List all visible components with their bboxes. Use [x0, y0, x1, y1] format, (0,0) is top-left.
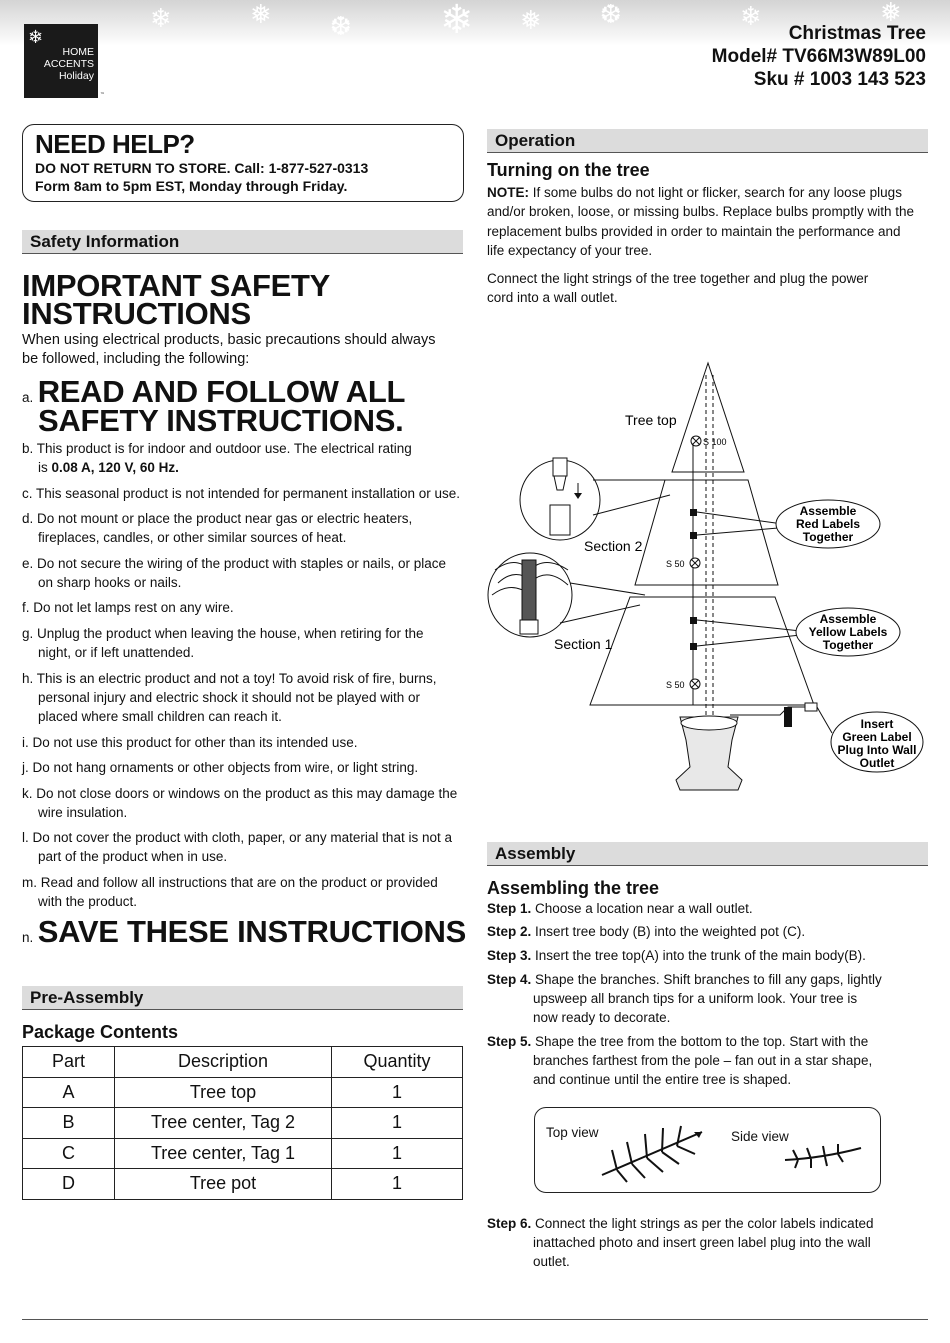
side-view-branch-icon: [783, 1140, 863, 1170]
assembly-step-4: [487, 970, 927, 1027]
item-text: part of the product when in use.: [38, 849, 228, 864]
snowflake-icon: ❆: [600, 0, 622, 30]
item-text: personal injury and electric shock it should not be played with or: [38, 690, 420, 705]
safety-item-e: [22, 554, 472, 592]
snowflake-icon: ❆: [330, 12, 352, 42]
item-text: placed where small children can reach it.: [38, 709, 282, 724]
assembly-bar: Assembly: [487, 842, 928, 866]
red-callout-text: Together: [802, 530, 854, 544]
snowflake-icon: ❄: [150, 4, 172, 34]
step-text: Insert tree body (B) into the weighted pot (C).: [531, 924, 806, 939]
safety-intro: [22, 331, 467, 369]
green-callout-text: Insert: [860, 717, 894, 731]
trademark-mark: ™: [100, 92, 105, 98]
yellow-callout-text: Assemble: [819, 612, 877, 626]
item-n-letter: n.: [22, 930, 34, 945]
tree-section-1: [590, 597, 814, 705]
cell-description: Tree center, Tag 2: [115, 1108, 332, 1139]
safety-information-bar: Safety Information: [22, 230, 463, 254]
yellow-label-connector: [690, 643, 697, 650]
important-safety-heading: [22, 268, 331, 331]
step-text: Shape the branches. Shift branches to fill any gaps, lightly: [531, 972, 882, 987]
step-text: Connect the light strings as per the color labels indicated: [531, 1216, 874, 1231]
item-text: fireplaces, candles, or other similar sources of heat.: [38, 530, 347, 545]
step-label: Step 3.: [487, 948, 532, 963]
table-row: [23, 1138, 463, 1169]
green-callout-text: Outlet: [859, 756, 895, 770]
step-text: branches farthest from the pole – fan out in a star shape,: [533, 1053, 873, 1068]
item-text: e. Do not secure the wiring of the product with staples or nails, or place: [22, 556, 446, 571]
note-text: If some bulbs do not light or flicker, search for any loose plugs: [529, 185, 902, 200]
item-text: k. Do not close doors or windows on the product as this may damage the: [22, 786, 458, 801]
tree-assembly-diagram: [480, 355, 940, 805]
step-label: Step 4.: [487, 972, 532, 987]
safety-item-d: [22, 509, 472, 547]
bottom-divider: [22, 1319, 928, 1320]
safety-item-g: [22, 624, 472, 662]
top-view-branch-icon: [597, 1120, 707, 1186]
note-label: NOTE:: [487, 185, 529, 200]
safety-item-f: [22, 598, 472, 617]
s100-label: S 100: [703, 437, 727, 447]
item-text: is: [38, 460, 52, 475]
need-help-box: [22, 124, 464, 202]
safety-item-m: [22, 873, 472, 911]
tree-top-label: Tree top: [625, 412, 677, 428]
logo-line-1: HOME: [62, 46, 94, 58]
cell-quantity: 1: [332, 1169, 463, 1200]
assembly-step-1: [487, 899, 927, 918]
item-text: l. Do not cover the product with cloth, paper, or any material that is not a: [22, 830, 452, 845]
item-text: night, or if left unattended.: [38, 645, 195, 660]
safety-item-j: [22, 758, 472, 777]
s50-label: S 50: [666, 680, 685, 690]
heading-line-2: INSTRUCTIONS: [22, 296, 251, 331]
step-text: Shape the tree from the bottom to the top. Start with the: [531, 1034, 869, 1049]
cell-description: Tree center, Tag 1: [115, 1138, 332, 1169]
model-number: Model# TV66M3W89L00: [711, 46, 926, 67]
yellow-callout-text: Yellow Labels: [808, 625, 888, 639]
item-text: d. Do not mount or place the product near gas or electric heaters,: [22, 511, 413, 526]
brand-logo: [24, 24, 98, 98]
step-label: Step 1.: [487, 901, 532, 916]
snowflake-icon: ❅: [250, 0, 272, 30]
table-row: [23, 1169, 463, 1200]
yellow-callout-text: Together: [822, 638, 874, 652]
operation-note: [487, 183, 927, 260]
item-text: b. This product is for indoor and outdoor use. The electrical rating: [22, 441, 412, 456]
electrical-rating: 0.08 A, 120 V, 60 Hz.: [51, 460, 179, 475]
item-a-letter: a.: [22, 390, 34, 405]
column-header-quantity: Quantity: [332, 1047, 463, 1078]
snowflake-icon: ❄: [440, 0, 474, 43]
safety-item-h: [22, 669, 472, 726]
power-plug: [805, 703, 817, 711]
item-n-save-instructions: [22, 914, 467, 949]
item-a-line-1: READ AND FOLLOW ALL: [37, 374, 406, 409]
item-a-read-and-follow: [22, 374, 406, 438]
step-text: now ready to decorate.: [533, 1010, 671, 1025]
cell-part: C: [23, 1138, 115, 1169]
connect-text: Connect the light strings of the tree together and plug the power: [487, 271, 869, 286]
safety-item-i: [22, 733, 472, 752]
column-header-description: Description: [115, 1047, 332, 1078]
item-text: g. Unplug the product when leaving the house, when retiring for the: [22, 626, 424, 641]
safety-item-k: [22, 784, 472, 822]
red-callout-text: Red Labels: [795, 517, 861, 531]
green-callout-text: Plug Into Wall: [837, 743, 917, 757]
intro-line-2: be followed, including the following:: [22, 351, 250, 367]
table-header-row: [23, 1047, 463, 1078]
item-text: f. Do not let lamps rest on any wire.: [22, 600, 234, 615]
heading-line-1: IMPORTANT SAFETY: [22, 268, 331, 303]
connect-text: cord into a wall outlet.: [487, 290, 618, 306]
item-text: j. Do not hang ornaments or other objects from wire, or light string.: [22, 760, 419, 775]
intro-line-1: When using electrical products, basic precautions should always: [22, 332, 436, 348]
item-text: h. This is an electric product and not a toy! To avoid risk of fire, burns,: [22, 671, 437, 686]
assembly-step-5: [487, 1032, 927, 1089]
logo-line-2: ACCENTS: [43, 58, 94, 70]
cell-part: D: [23, 1169, 115, 1200]
package-contents-heading: Package Contents: [22, 1022, 179, 1042]
item-text: wire insulation.: [38, 805, 128, 820]
help-phone-line: DO NOT RETURN TO STORE. Call: 1-877-527-0313: [35, 160, 369, 176]
side-view-label: Side view: [731, 1129, 789, 1144]
note-text: replacement bulbs provided in order to maintain the performance and: [487, 223, 901, 239]
step-text: upsweep all branch tips for a uniform look. Your tree is: [533, 991, 858, 1006]
safety-item-l: [22, 828, 472, 866]
logo-line-3: Holiday: [58, 70, 94, 82]
item-text: with the product.: [38, 894, 138, 909]
note-text: and/or broken, loose, or missing bulbs. Replace bulbs promptly with the: [487, 204, 914, 220]
step-label: Step 6.: [487, 1216, 532, 1231]
connect-instructions: [487, 269, 927, 308]
section-1-label: Section 1: [554, 636, 613, 652]
red-label-connector: [690, 532, 697, 539]
cell-quantity: 1: [332, 1138, 463, 1169]
assembling-heading: Assembling the tree: [487, 878, 660, 898]
assembly-step-6: [487, 1214, 927, 1271]
branch-view-box: [534, 1107, 881, 1193]
step-label: Step 2.: [487, 924, 532, 939]
snowflake-icon: ❅: [880, 0, 902, 28]
step-text: Choose a location near a wall outlet.: [531, 901, 753, 916]
table-row: [23, 1108, 463, 1139]
snowflake-icon: ❄: [740, 2, 762, 32]
red-callout-text: Assemble: [799, 504, 857, 518]
step-text: outlet.: [533, 1254, 570, 1269]
assembly-step-2: [487, 922, 927, 941]
snowflake-icon: ❄: [28, 27, 44, 47]
operation-bar: Operation: [487, 129, 928, 153]
pre-assembly-bar: Pre-Assembly: [22, 986, 463, 1010]
bulb-symbol: [691, 436, 701, 446]
item-n-text: SAVE THESE INSTRUCTIONS: [37, 914, 467, 949]
yellow-label-connector: [690, 617, 697, 624]
step-text: Insert the tree top(A) into the trunk of the main body(B).: [531, 948, 866, 963]
red-label-connector: [690, 509, 697, 516]
power-cord: [730, 707, 805, 715]
tree-pot-rim: [681, 716, 737, 730]
cell-part: B: [23, 1108, 115, 1139]
bulb-symbol: [690, 679, 700, 689]
assembly-step-3: [487, 946, 927, 965]
step-text: inattached photo and insert green label plug into the wall: [533, 1235, 871, 1250]
item-text: i. Do not use this product for other than its intended use.: [22, 735, 358, 750]
turning-on-heading: Turning on the tree: [487, 160, 650, 180]
cell-description: Tree pot: [115, 1169, 332, 1200]
note-text: life expectancy of your tree.: [487, 242, 653, 258]
green-label-tag: [784, 707, 792, 727]
cell-part: A: [23, 1077, 115, 1108]
cell-quantity: 1: [332, 1108, 463, 1139]
step-text: and continue until the entire tree is shaped.: [533, 1072, 792, 1087]
item-text: on sharp hooks or nails.: [38, 575, 182, 590]
green-callout-text: Green Label: [842, 730, 912, 744]
product-title: Christmas Tree: [788, 23, 926, 44]
bulb-symbol: [690, 558, 700, 568]
cell-description: Tree top: [115, 1077, 332, 1108]
need-help-title: NEED HELP?: [35, 129, 195, 159]
cell-quantity: 1: [332, 1077, 463, 1108]
item-text: c. This seasonal product is not intended for permanent installation or use.: [22, 486, 461, 501]
safety-item-c: [22, 484, 472, 503]
item-text: m. Read and follow all instructions that are on the product or provided: [22, 875, 438, 890]
tree-top-section: [672, 363, 744, 472]
step-label: Step 5.: [487, 1034, 532, 1049]
snowflake-icon: ❅: [520, 6, 542, 36]
item-a-line-2: SAFETY INSTRUCTIONS.: [38, 403, 404, 438]
help-hours-line: Form 8am to 5pm EST, Monday through Friday.: [35, 178, 348, 194]
s50-label: S 50: [666, 559, 685, 569]
safety-item-b: [22, 439, 472, 477]
sku-number: Sku # 1003 143 523: [753, 69, 926, 90]
top-view-label: Top view: [546, 1125, 599, 1140]
section-2-label: Section 2: [584, 538, 643, 554]
product-title-block: [712, 22, 926, 91]
package-contents-table: [22, 1046, 463, 1200]
table-row: [23, 1077, 463, 1108]
column-header-part: Part: [23, 1047, 115, 1078]
